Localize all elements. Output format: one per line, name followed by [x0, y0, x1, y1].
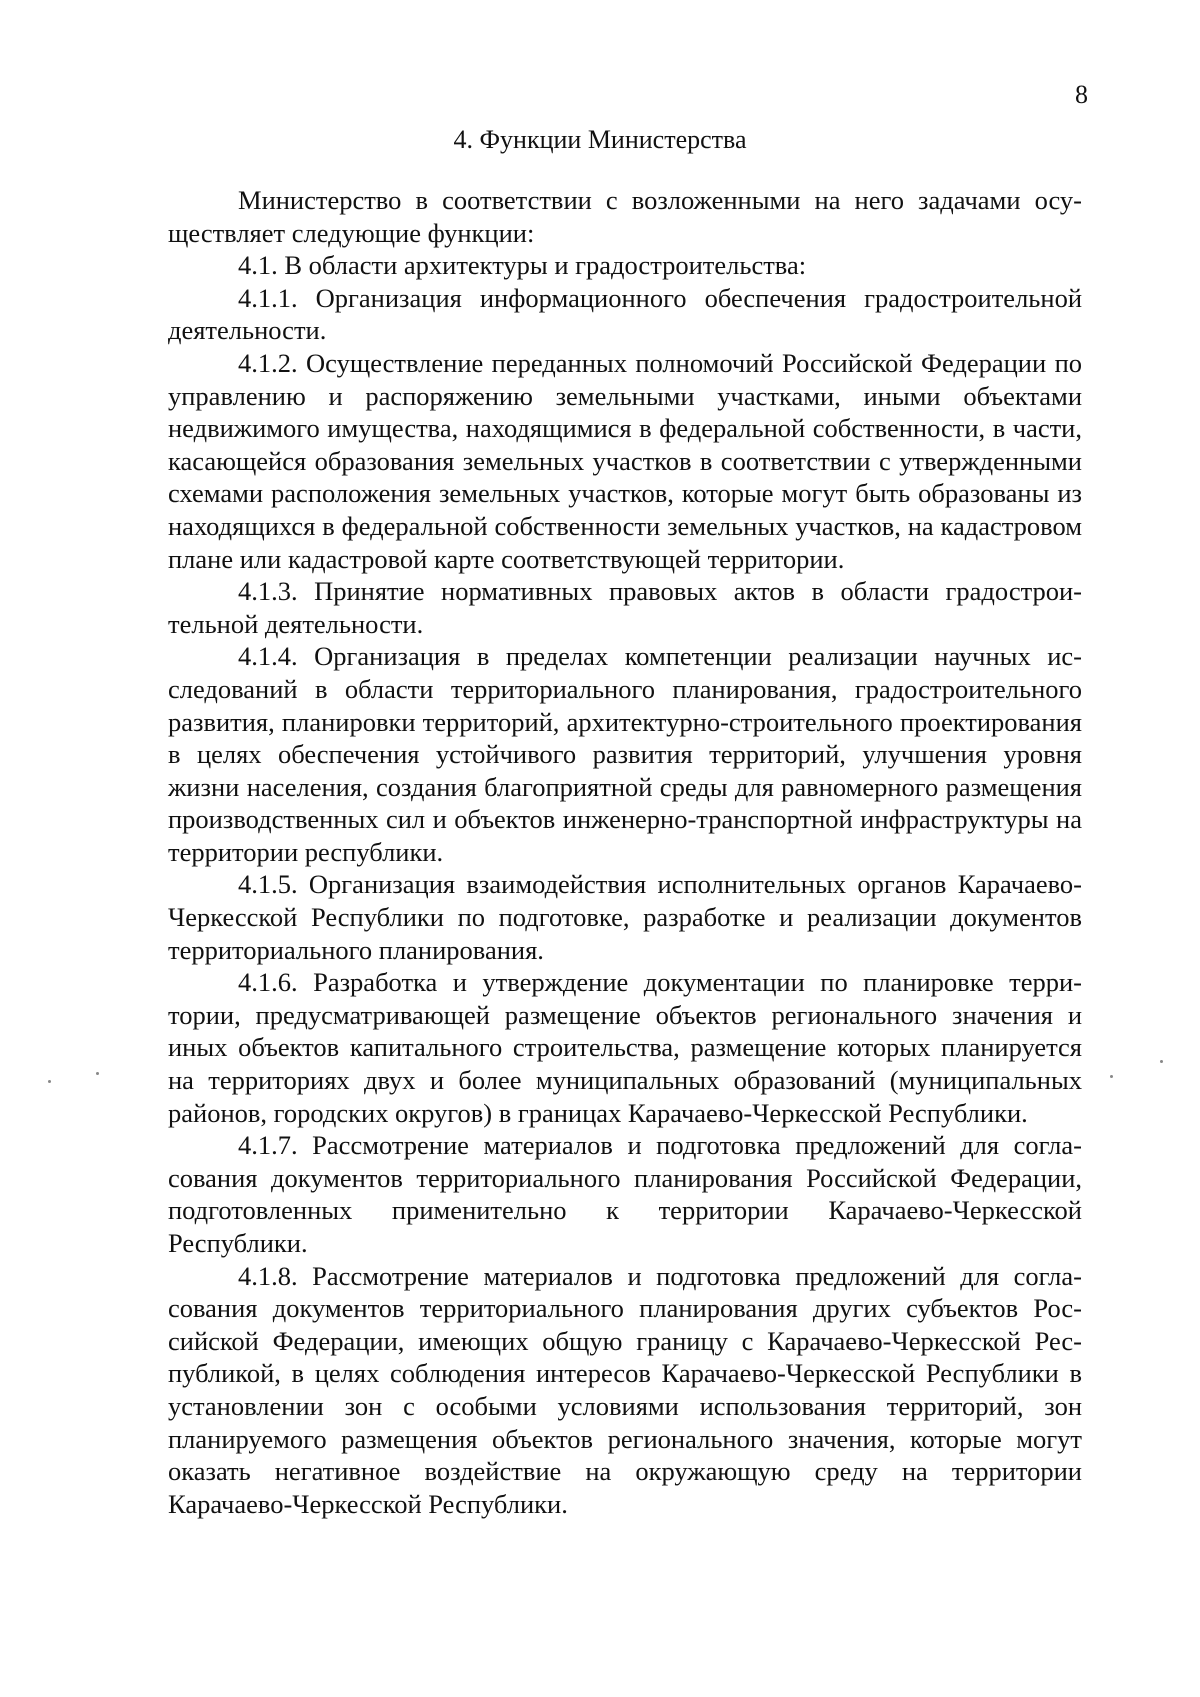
- paragraph-4-1-8: 4.1.8. Рассмотрение материалов и подготовка предложений для согласования документов территориального планирования других субъектов Российской Федерации, имеющих общую границу с Карачаево-Черкесской Республикой, в целях соблюдения интересов Карачаево-Черкесской Республики в установлении зон с особыми условиями использования территорий, зон планируемого размещения объектов регионального значения, которые могут оказать негативное воздействие на окружающую среду на территории Карачаево-Черкесской Республики.: [168, 1260, 1082, 1519]
- scan-speck: [1110, 1075, 1113, 1078]
- body-text: [168, 184, 1082, 1520]
- scan-speck: [1160, 1060, 1163, 1063]
- paragraph-4-1: 4.1. В области архитектуры и градостроительства:: [238, 250, 807, 281]
- section-heading: 4. Функции Министерства: [453, 125, 747, 154]
- paragraph-4-1-3: 4.1.3. Принятие нормативных правовых актов в области градостроительной деятельности.: [168, 576, 1082, 639]
- paragraph-intro: Министерство в соответствии с возложенными на него задачами осуществляет следующие функции:: [168, 185, 1082, 248]
- paragraph-4-1-5: 4.1.5. Организация взаимодействия исполнительных органов Карачаево-Черкесской Республики по подготовке, разработке и реализации документов территориального планирования.: [168, 869, 1082, 965]
- paragraph-4-1-1: 4.1.1. Организация информационного обеспечения градостроительной деятельности.: [168, 282, 1082, 346]
- paragraph-4-1-7: 4.1.7. Рассмотрение материалов и подготовка предложений для согласования документов территориального планирования Российской Федерации, подготовленных применительно к территории Карачаево-Черкесской Республики.: [168, 1130, 1082, 1258]
- paragraph-4-1-4: 4.1.4. Организация в пределах компетенции реализации научных исследований в области территориального планирования, градостроительного развития, планировки территорий, архитектурно-строительного проектирования в целях обеспечения устойчивого развития территорий, улучшения уровня жизни населения, создания благоприятной среды для равномерного размещения производственных сил и объектов инженерно-транспортной инфраструктуры на территории республики.: [168, 641, 1082, 867]
- paragraph-4-1-2: 4.1.2. Осуществление переданных полномочий Российской Федерации по управлению и распоряжению земельными участками, иными объектами недвижимого имущества, находящимися в федеральной собственности, в части, касающейся образования земельных участков в соответствии с утвержденными схемами расположения земельных участков, которые могут быть образованы из находящихся в федеральной собственности земельных участков, на кадастровом плане или кадастровой карте соответствующей территории.: [168, 347, 1082, 574]
- paragraph-4-1-6: 4.1.6. Разработка и утверждение документации по планировке территории, предусматривающей размещение объектов регионального значения и иных объектов капитального строительства, размещение которых планируется на территориях двух и более муниципальных образований (муниципальных районов, городских округов) в границах Карачаево-Черкесской Республики.: [168, 967, 1082, 1128]
- scan-speck: [96, 1072, 99, 1075]
- page-number: 8: [1075, 80, 1088, 109]
- scan-speck: [48, 1080, 51, 1083]
